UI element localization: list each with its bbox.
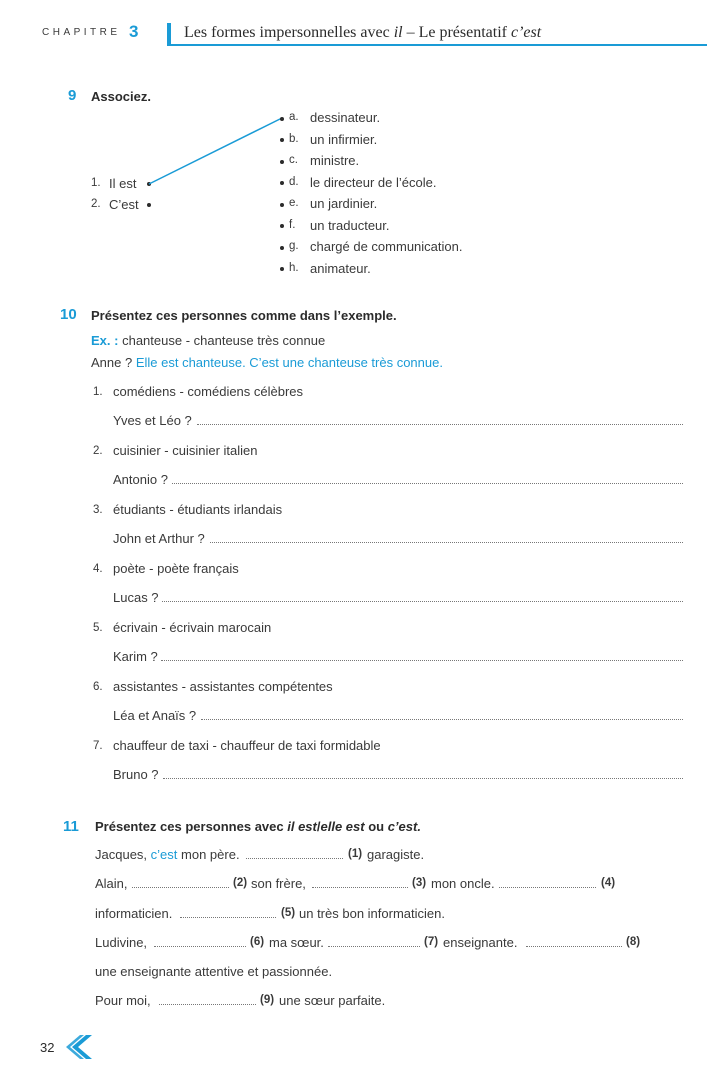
exercise-9-title: Associez. <box>91 89 151 104</box>
ex11-blank-9[interactable] <box>159 1004 256 1005</box>
ex9-right-dot-f[interactable] <box>280 224 284 228</box>
ex10-item-name-3: John et Arthur ? <box>113 531 205 546</box>
ex9-right-dot-h[interactable] <box>280 267 284 271</box>
ex9-right-letter-g: g. <box>289 240 299 252</box>
ex10-item-num-1: 1. <box>93 386 103 398</box>
ex10-item-name-6: Léa et Anaïs ? <box>113 708 197 723</box>
ex10-answer-line-3[interactable] <box>210 542 683 543</box>
ex9-right-item-e: un jardinier. <box>310 196 378 211</box>
exercise-10-number: 10 <box>60 306 77 323</box>
chapter-number: 3 <box>129 22 139 41</box>
ex10-item-name-4: Lucas ? <box>113 590 159 605</box>
ex9-right-letter-f: f. <box>289 219 296 231</box>
ex11-blank-6[interactable] <box>154 946 246 947</box>
ex11-num-1: (1) <box>348 848 363 860</box>
ex9-right-dot-g[interactable] <box>280 246 284 250</box>
ex9-right-letter-h: h. <box>289 262 299 274</box>
ex11-num-7: (7) <box>424 936 439 948</box>
ex11-num-2: (2) <box>233 877 248 889</box>
ex9-right-dot-c[interactable] <box>280 160 284 164</box>
ex10-item-num-6: 6. <box>93 681 103 693</box>
chapter-title: Les formes impersonnelles avec il – Le présentatif c’est <box>184 24 542 41</box>
ex9-right-item-a: dessinateur. <box>310 110 381 125</box>
ex10-answer-line-2[interactable] <box>172 483 683 484</box>
ex10-item-name-1: Yves et Léo ? <box>113 413 192 428</box>
ex11-num-5: (5) <box>281 907 296 919</box>
ex10-item-name-5: Karim ? <box>113 649 158 664</box>
ex9-right-letter-c: c. <box>289 154 298 166</box>
ex9-right-dot-b[interactable] <box>280 138 284 142</box>
page-number: 32 <box>40 1040 55 1055</box>
ex9-right-dot-e[interactable] <box>280 203 284 207</box>
ex10-item-num-4: 4. <box>93 563 103 575</box>
ex11-blank-5[interactable] <box>180 917 276 918</box>
ex9-right-item-f: un traducteur. <box>310 218 390 233</box>
ex9-right-item-c: ministre. <box>310 153 360 168</box>
ex11-blank-8[interactable] <box>526 946 622 947</box>
ex9-right-item-d: le directeur de l’école. <box>310 175 437 190</box>
ex10-item-num-2: 2. <box>93 445 103 457</box>
ex10-item-prompt-2: cuisinier - cuisinier italien <box>113 443 258 458</box>
ex11-num-9: (9) <box>260 994 275 1006</box>
ex10-item-name-2: Antonio ? <box>113 472 168 487</box>
ex10-answer-line-4[interactable] <box>162 601 683 602</box>
ex10-answer-line-1[interactable] <box>197 424 683 425</box>
ex11-line1-end: garagiste. <box>367 847 425 862</box>
ex10-item-prompt-1: comédiens - comédiens célèbres <box>113 384 304 399</box>
example-answer: Elle est chanteuse. C’est une chanteuse très connue. <box>135 355 443 370</box>
ex9-left-item-2: C’est <box>109 197 139 212</box>
chevron-left-icon <box>66 1033 92 1061</box>
ex10-item-num-3: 3. <box>93 504 103 516</box>
ex9-connection <box>149 118 282 184</box>
example-prompt: chanteuse - chanteuse très connue <box>122 333 326 348</box>
ex11-line4-start: Ludivine, <box>95 935 148 950</box>
ex11-num-6: (6) <box>250 936 265 948</box>
ex11-line2-mid: son frère, <box>251 876 306 891</box>
ex11-line4-end: enseignante. <box>443 935 518 950</box>
ex9-left-item-1: Il est <box>109 176 137 191</box>
ex9-right-item-b: un infirmier. <box>310 132 378 147</box>
ex11-num-3: (3) <box>412 877 427 889</box>
ex11-blank-7[interactable] <box>328 946 420 947</box>
ex9-right-dot-a[interactable] <box>280 117 284 121</box>
ex11-line2-end: mon oncle. <box>431 876 495 891</box>
exercise-9-number: 9 <box>68 87 77 104</box>
ex10-answer-line-5[interactable] <box>161 660 683 661</box>
ex11-line6-end: une sœur parfaite. <box>279 993 386 1008</box>
ex9-right-letter-b: b. <box>289 133 299 145</box>
ex9-left-num-2: 2. <box>91 198 101 210</box>
ex11-line3-end: un très bon informaticien. <box>299 906 445 921</box>
ex9-link-line <box>0 0 707 300</box>
ex11-line5: une enseignante attentive et passionnée. <box>95 964 333 979</box>
ex9-right-item-g: chargé de communication. <box>310 239 463 254</box>
ex10-item-prompt-6: assistantes - assistantes compétentes <box>113 679 333 694</box>
ex11-blank-3[interactable] <box>312 887 408 888</box>
ex11-line2-start: Alain, <box>95 876 128 891</box>
ex11-line6-start: Pour moi, <box>95 993 151 1008</box>
ex10-item-prompt-5: écrivain - écrivain marocain <box>113 620 272 635</box>
ex9-right-dot-d[interactable] <box>280 181 284 185</box>
exercise-11-title: Présentez ces personnes avec il est/elle est ou c’est. <box>95 819 421 834</box>
ex11-line4-mid: ma sœur. <box>269 935 324 950</box>
chapter-label: CHAPITRE <box>42 27 121 38</box>
ex11-blank-4[interactable] <box>499 887 596 888</box>
ex9-right-item-h: animateur. <box>310 261 371 276</box>
ex9-right-letter-a: a. <box>289 111 299 123</box>
ex10-item-num-5: 5. <box>93 622 103 634</box>
ex11-num-4: (4) <box>601 877 616 889</box>
example-name: Anne ? <box>91 355 133 370</box>
ex10-answer-line-7[interactable] <box>163 778 683 779</box>
ex10-item-prompt-4: poète - poète français <box>113 561 239 576</box>
ex11-blank-1[interactable] <box>246 858 343 859</box>
ex9-left-num-1: 1. <box>91 177 101 189</box>
ex10-item-name-7: Bruno ? <box>113 767 159 782</box>
ex11-line3-start: informaticien. <box>95 906 173 921</box>
exercise-11-number: 11 <box>63 818 79 835</box>
ex10-answer-line-6[interactable] <box>201 719 683 720</box>
ex10-item-prompt-7: chauffeur de taxi - chauffeur de taxi formidable <box>113 738 381 753</box>
ex9-right-letter-d: d. <box>289 176 299 188</box>
ex10-example <box>91 333 325 348</box>
ex10-example-answer-line <box>91 355 443 370</box>
ex10-item-num-7: 7. <box>93 740 103 752</box>
ex11-blank-2[interactable] <box>132 887 229 888</box>
ex11-line1-start: Jacques, c’est mon père. <box>95 847 240 862</box>
ex9-right-letter-e: e. <box>289 197 299 209</box>
ex10-item-prompt-3: étudiants - étudiants irlandais <box>113 502 283 517</box>
example-label: Ex. : <box>91 333 119 348</box>
ex11-num-8: (8) <box>626 936 641 948</box>
exercise-10-title: Présentez ces personnes comme dans l’exemple. <box>91 308 397 323</box>
